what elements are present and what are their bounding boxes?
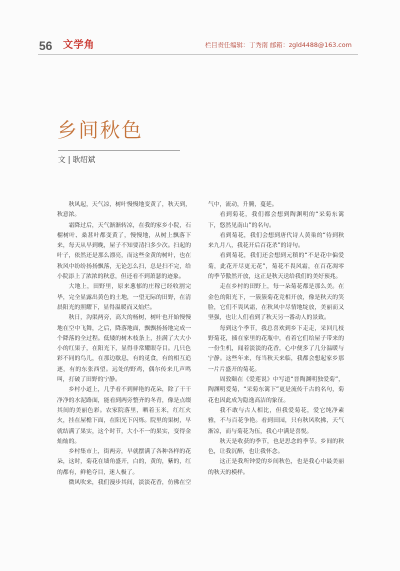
paragraph: 气中，流动，升腾，蔓延。 <box>208 202 278 208</box>
paragraph: 秋天是收获的季节，也是思念的季节。乡间的秋色，让我沉醉，也让我怀念。 <box>208 438 344 456</box>
paragraph: 大地上，田野里，原来葱郁的庄稼已经收割完毕，完全显露出黄色的土地，一望无际的田野，在清晨阳光的照耀下，显得温暖而又灿烂。 <box>57 284 191 311</box>
paragraph: 乡村集市上，街两旁，早就摆满了各种各样的花朵，这时，菊花在墙角盛开，白的，黄的，紫的，红的都有，鲜艳夺目，迷人极了。 <box>57 449 191 476</box>
editor-info: 栏目责任编辑：丁秀南 邮箱：zgld4488@163.com <box>205 42 352 49</box>
article-byline: 文 | 耿绍斌 <box>58 155 96 164</box>
header-divider <box>38 54 358 55</box>
paragraph: 秋日，沟渠两旁，高大的杨树，树叶也开始慢慢地在空中飞舞，之后，降落地面，飘飘扬扬地完成一个降落的全过程。低矮的树木枝条上，挂满了大大小小的红果子，在阳光下，显得非常耀眼夺目。几只色彩不同的鸟儿，在那边歇息，有的觅食，有的相互追逐，有的东张西望。远处的野鸡，偶尔传来几声鸣叫，打破了田野的宁静。 <box>57 315 191 384</box>
page-number: 56 <box>39 39 53 53</box>
paragraph: 我不敢与古人相比，但我爱菊花，爱它纯净素雅，不与百花争艳。看到田园，只有秋风吹拂，天气渐凉，而与菊花为伍，我心中满是喜悦。 <box>208 407 344 435</box>
paragraph: 这正是我所钟爱的乡间秋色，也是我心中最美丽的秋天的模样。 <box>208 459 344 476</box>
section-label: 文学角 <box>63 40 95 51</box>
article-column-left <box>57 200 191 504</box>
article-title: 乡间秋色 <box>57 118 143 142</box>
title-divider <box>58 150 180 151</box>
paragraph: 霜降过后，天气渐渐转凉，在我的家乡小院，石榴树叶、桑葚叶都变黄了，慢慢地，从树上飘落下来，每天从早到晚，屋子不知要清扫多少次。扫起的叶子，依然还是那么漂亮，而这些金黄的树叶，也在秋风中纷纷扬扬飘落，无论怎么扫，总是扫不完，给小院添上了浓浓的秋意，但还看不到萧瑟的迹象。 <box>57 222 191 281</box>
paragraph: 微风吹来，我们漫步其间，淡淡花香，仿佛在空 <box>68 480 191 487</box>
paragraph: 秋风起，天气凉，树叶慢慢地变黄了，秋天到，秋意浓。 <box>57 202 191 219</box>
paragraph: 看到菊花，我们会想到唐代诗人黄巢的“待到秋来九月八，我花开后百花杀”的诗句。 <box>208 232 344 250</box>
article-column-right <box>208 200 344 504</box>
paragraph: 走在乡村的田野上，每一朵菊花都是那么美。在金色的阳光下，一簇簇菊花竞相开放，像是秋天的笑脸，它们不畏风霜，在秋风中尽情地绽放，美丽而又坚强，也让人们看到了秋天另一番动人的景致。 <box>208 284 344 322</box>
paragraph: 乡村小道上，几乎看不到鲜艳的花朵，除了干干净净的水泥路面，能看到两旁整齐的冬青，像是点缀其间的美丽色彩。农家院落里，晒着玉米，红红火火，挂在屋檐下面，在阳光下闪烁。院里的果树，早就结满了果实，这个时节，大小不一的果实，变得金灿灿的。 <box>57 387 191 445</box>
paragraph: 看到菊花，我们还会想到元稹的“不是花中偏爱菊，此花开尽更无花”，菊花不畏风霜，在百花凋零的季节傲然开放，这正是秋天送给我们的美好预兆。 <box>208 253 344 281</box>
paragraph: 周敦颐在《爱莲说》中写道“晋陶渊明独爱菊”，陶渊明爱菊，“采菊东篱下”更是流传千古的名句，菊花也因此成为隐逸高洁的象征。 <box>208 377 344 404</box>
paragraph: 每到这个季节，我总喜欢到乡下走走，采回几枝野菊花，插在家里的花瓶中，看着它们给屋子带来的一份生机，闻着淡淡的花香，心中便多了几分温暖与宁静。这些年来，每当秋天来临，我都会想起家乡那一片片盛开的菊花。 <box>208 325 344 373</box>
paragraph: 看到菊花，我们都会想到陶渊明的“采菊东篱下，悠然见南山”的名句。 <box>208 212 344 229</box>
